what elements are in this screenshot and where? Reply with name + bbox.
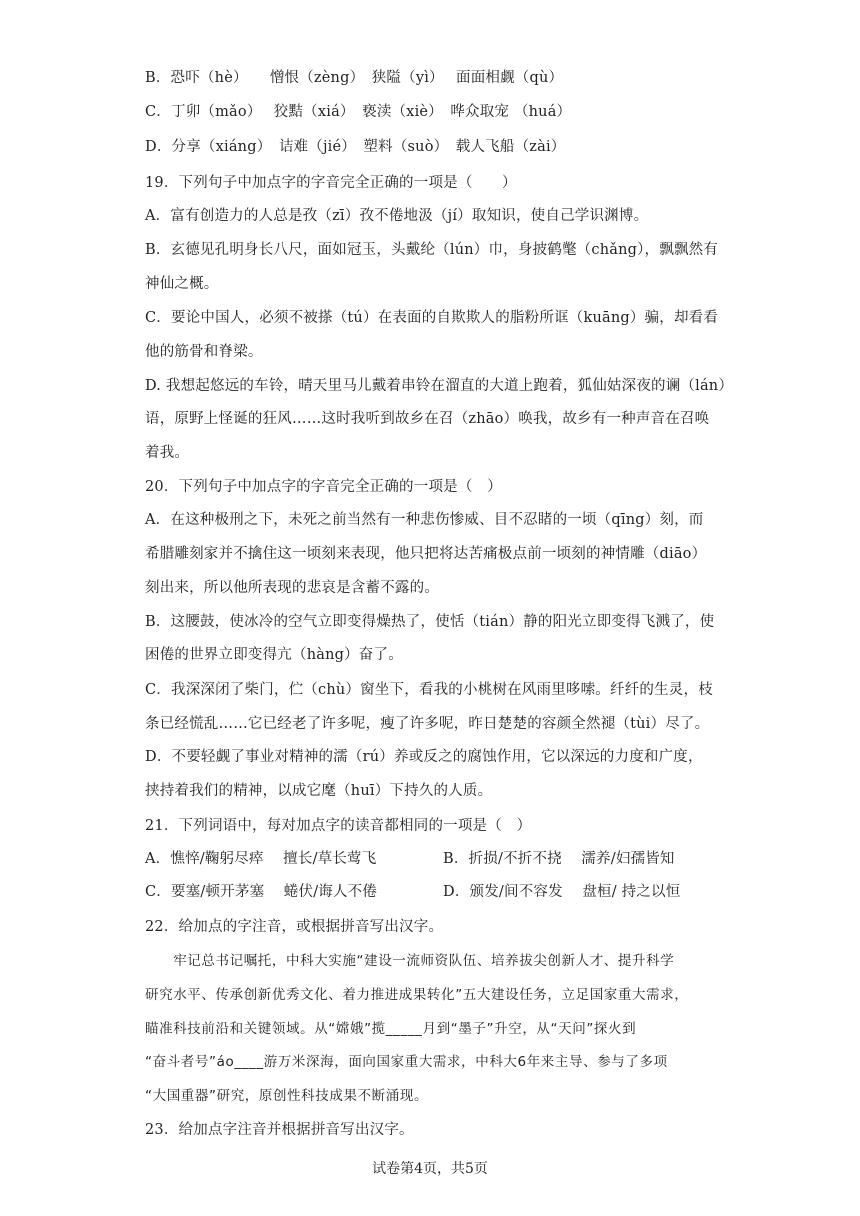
- q20-option-d-line2: 挟持着我们的精神，以成它麾（huī）下持久的人质。: [145, 783, 493, 799]
- passage-line-5: “大国重器”研究，原创性科技成果不断涌现。: [145, 1088, 429, 1104]
- question-21: 21．下列词语中，每对加点字的读音都相同的一项是（ ）: [145, 818, 532, 834]
- q20-option-b-line2: 困倦的世界立即变得亢（hàng）奋了。: [145, 647, 403, 663]
- q21-option-a: A．憔悴/鞠躬尽瘁 擅长/草长莺飞: [145, 851, 377, 867]
- q19-option-d-line1: D. 我想起悠远的车铃，晴天里马儿戴着串铃在溜直的大道上跑着，狐仙姑深夜的谰（lán）: [145, 378, 734, 394]
- q20-option-c-line2: 条已经慌乱……它已经老了许多呢，瘦了许多呢，昨日楚楚的容颜全然褪（tùi）尽了。: [145, 716, 710, 732]
- q19-option-a: A．富有创造力的人总是孜（zī）孜不倦地汲（jí）取知识，使自己学识渊博。: [145, 208, 649, 224]
- passage-line-1: 牢记总书记嘱托，中科大实施“建设一流师资队伍、培养拔尖创新人才、提升科学: [145, 953, 675, 969]
- option-c-line: C．丁卯（mǎo） 狡黠（xiá） 亵渎（xiè） 哗众取宠 （huá）: [145, 104, 572, 120]
- q19-option-c-line2: 他的筋骨和脊梁。: [145, 344, 263, 360]
- question-22: 22．给加点的字注音，或根据拼音写出汉字。: [145, 919, 444, 935]
- q20-option-a-line1: A．在这种极刑之下，未死之前当然有一种悲伤惨威、目不忍睹的一顷（qīng）刻，而: [145, 512, 704, 528]
- question-20: 20．下列句子中加点字的字音完全正确的一项是（ ）: [145, 479, 502, 495]
- q20-option-c-line1: C．我深深闭了柴门，伫（chù）窗坐下，看我的小桃树在风雨里哆嗦。纤纤的生灵，枝: [145, 682, 713, 698]
- q20-option-b-line1: B．这腰鼓，使冰冷的空气立即变得燥热了，使恬（tián）静的阳光立即变得飞溅了，使: [145, 614, 715, 630]
- question-19: 19．下列句子中加点字的字音完全正确的一项是（ ）: [145, 175, 517, 191]
- option-d-line: D．分享（xiáng） 诘难（jié） 塑料（suò） 载人飞船（zài）: [145, 139, 566, 155]
- q21-option-c: C．要塞/顿开茅塞 蜷伏/诲人不倦: [145, 884, 378, 900]
- q19-option-c-line1: C．要论中国人，必须不被搽（tú）在表面的自欺欺人的脂粉所诓（kuāng）骗，却看看: [145, 310, 719, 326]
- q21-option-d: D．颁发/间不容发 盘桓/ 持之以恒: [443, 884, 681, 900]
- q20-option-a-line2: 希腊雕刻家并不擒住这一顷刻来表现，他只把将达苦痛极点前一顷刻的神情雕（diāo）: [145, 546, 707, 562]
- passage-line-2: 研究水平、传承创新优秀文化、着力推进成果转化”五大建设任务，立足国家重大需求，: [145, 987, 689, 1003]
- q19-option-b-line2: 神仙之概。: [145, 276, 219, 292]
- q20-option-a-line3: 刻出来，所以他所表现的悲哀是含蓄不露的。: [145, 580, 439, 596]
- option-b-line: B．恐吓（hè） 憎恨（zèng） 狭隘（yì） 面面相觑（qù）: [145, 70, 564, 86]
- q19-option-b-line1: B．玄德见孔明身长八尺，面如冠玉，头戴纶（lún）巾，身披鹤氅（chǎng），飘飘然有: [145, 242, 719, 258]
- passage-line-3: 瞄准科技前沿和关键领域。从“嫦娥”揽_____月到“墨子”升空，从“天问”探火到: [145, 1021, 637, 1037]
- question-23: 23．给加点字注音并根据拼音写出汉字。: [145, 1122, 414, 1138]
- q20-option-d-line1: D．不要轻觑了事业对精神的濡（rú）养或反之的腐蚀作用，它以深远的力度和广度，: [145, 749, 703, 765]
- page-footer: 试卷第4页，共5页: [372, 1161, 488, 1177]
- q19-option-d-line2: 语，原野上怪诞的狂风……这时我听到故乡在召（zhāo）唤我，故乡有一种声音在召唤: [145, 411, 710, 427]
- q19-option-d-line3: 着我。: [145, 445, 190, 461]
- passage-line-4: “奋斗者号”áo____游万米深海，面向国家重大需求，中科大6年来主导、参与了多项: [145, 1054, 668, 1070]
- q21-option-b: B．折损/不折不挠 濡养/妇孺皆知: [443, 851, 675, 867]
